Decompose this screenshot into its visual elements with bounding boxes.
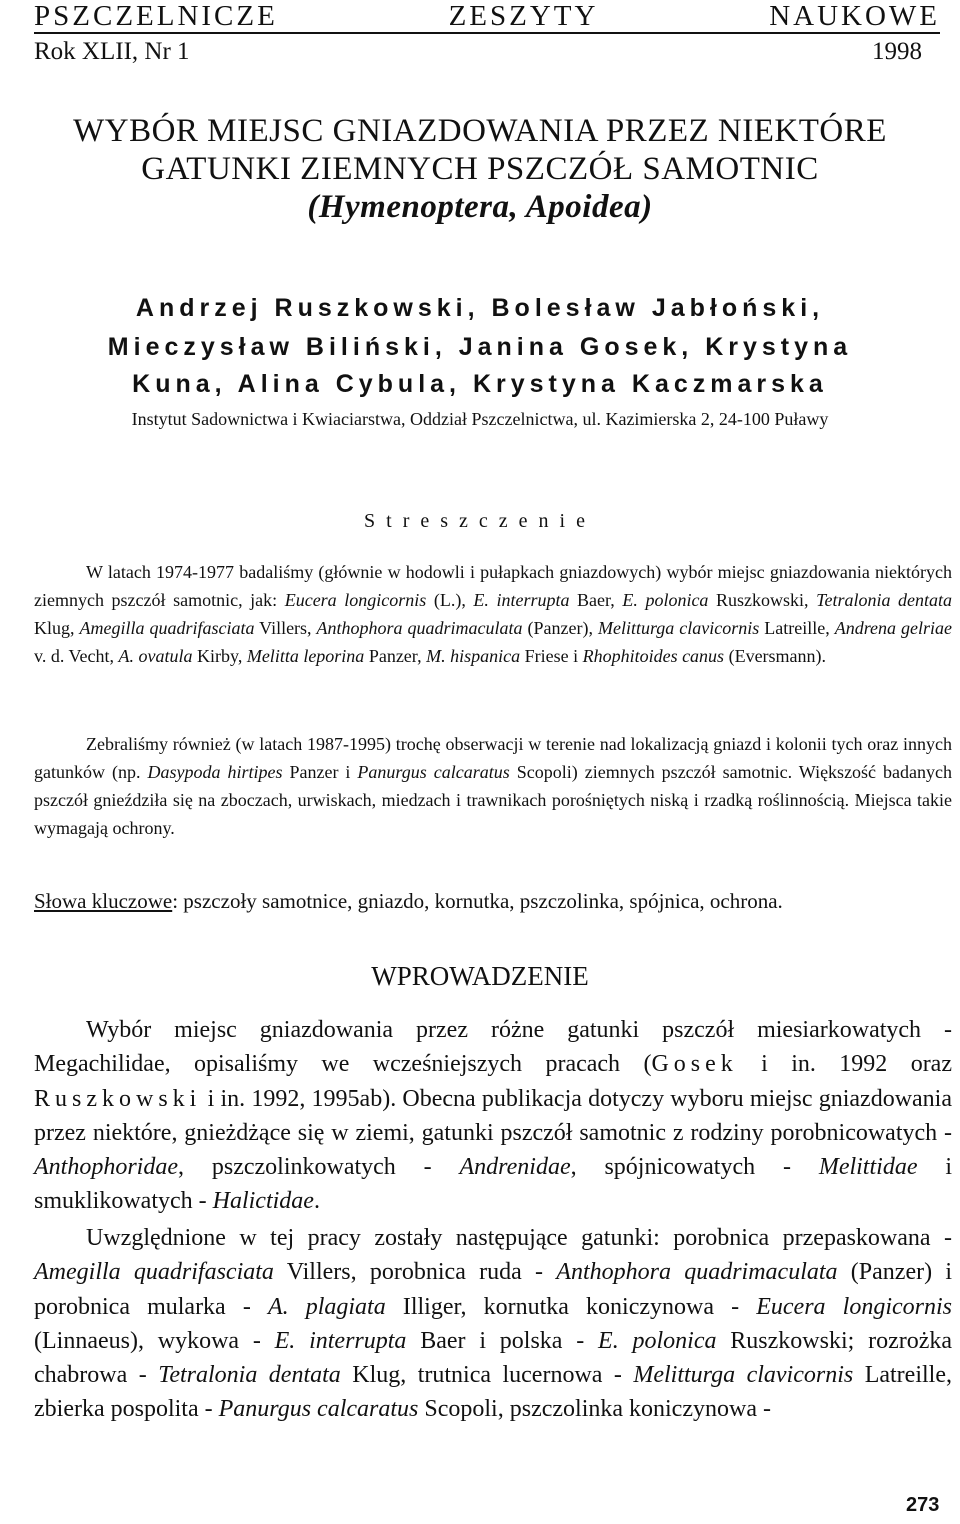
journal-word: ZESZYTY: [448, 0, 599, 32]
page-number: 273: [906, 1494, 940, 1516]
abstract-paragraph: Zebraliśmy również (w latach 1987-1995) trochę obserwacji w terenie nad lokalizacją gniazd i kolonii tych oraz innych gatunków (np. Dasypoda hirtipes Panzer i Panurgus calcaratus Scopoli) ziemnych pszczół samotnic. Większość badanych pszczół gnieździła się na zboczach, urwiskach, miedzach i trawnikach porośniętych niską i rzadką roślinnością. Miejsca takie wymagają ochrony.: [34, 734, 953, 838]
keywords: [34, 889, 952, 914]
issue-info: Rok XLII, Nr 1: [34, 38, 190, 65]
journal-word: NAUKOWE: [769, 0, 940, 32]
keywords-label: Słowa kluczowe: [34, 889, 173, 913]
journal-word: PSZCZELNICZE: [34, 0, 278, 32]
affiliation: Instytut Sadownictwa i Kwiaciarstwa, Oddział Pszczelnictwa, ul. Kazimierska 2, 24-100 Puławy: [131, 409, 829, 429]
authors-line: Andrzej Ruszkowski, Bolesław Jabłoński,: [135, 294, 825, 322]
body-paragraph: Uwzględnione w tej pracy zostały następujące gatunki: porobnica przepaskowana - Amegilla quadrifasciata Villers, porobnica ruda - Anthophora quadrimaculata (Panzer) i porobnica mularka - A. plagiata Illiger, kornutka koniczynowa - Eucera longicornis (Linnaeus), wykowa - E. interrupta Baer i polska - E. polonica Ruszkowski; rozrożka chabrowa - Tetralonia dentata Klug, trutnica lucernowa - Melitturga clavicornis Latreille, zbierka pospolita - Panurgus calcaratus Scopoli, pszczolinka koniczynowa -: [34, 1225, 953, 1423]
body-paragraph: Wybór miejsc gniazdowania przez różne gatunki pszczół miesiarkowatych - Megachilidae, opisaliśmy we wcześniejszych pracach (Gosek i in. 1992 oraz Ruszkowski i in. 1992, 1995ab). Obecna publikacja dotyczy wyboru miejsc gniazdowania przez niektóre, gnieżdżące się w ziemi, gatunki pszczół samotnic z rodziny porobnicowatych - Anthophoridae, pszczolinkowatych - Andrenidae, spójnicowatych - Melittidae i smuklikowatych - Halictidae.: [34, 1017, 952, 1215]
header-rule: [34, 32, 940, 34]
keywords-list: : pszczoły samotnice, gniazdo, kornutka, pszczolinka, spójnica, ochrona.: [172, 889, 783, 913]
abstract-paragraph: W latach 1974-1977 badaliśmy (głównie w hodowli i pułapkach gniazdowych) wybór miejsc gniazdowania niektórych ziemnych pszczół samotnic, jak: Eucera longicornis (L.), E. interrupta Baer, E. polonica Ruszkowski, Tetralonia dentata Klug, Amegilla quadrifasciata Villers, Anthophora quadrimaculata (Panzer), Melitturga clavicornis Latreille, Andrena gelriae v. d. Vecht, A. ovatula Kirby, Melitta leporina Panzer, M. hispanica Friese i Rhophitoides canus (Eversmann).: [34, 562, 953, 666]
abstract-heading: Streszczenie: [364, 510, 596, 532]
paper-title-line: GATUNKI ZIEMNYCH PSZCZÓŁ SAMOTNIC: [141, 151, 819, 187]
journal-name: [34, 0, 940, 33]
paper-title-line: WYBÓR MIEJSC GNIAZDOWANIA PRZEZ NIEKTÓRE: [73, 113, 887, 149]
section-heading: WPROWADZENIE: [371, 961, 589, 991]
authors-line: Kuna, Alina Cybula, Krystyna Kaczmarska: [132, 370, 828, 398]
authors-line: Mieczysław Biliński, Janina Gosek, Krystyna: [107, 333, 853, 361]
paper-title-taxon: (Hymenoptera, Apoidea): [307, 189, 653, 225]
issue-year: 1998: [872, 38, 922, 65]
